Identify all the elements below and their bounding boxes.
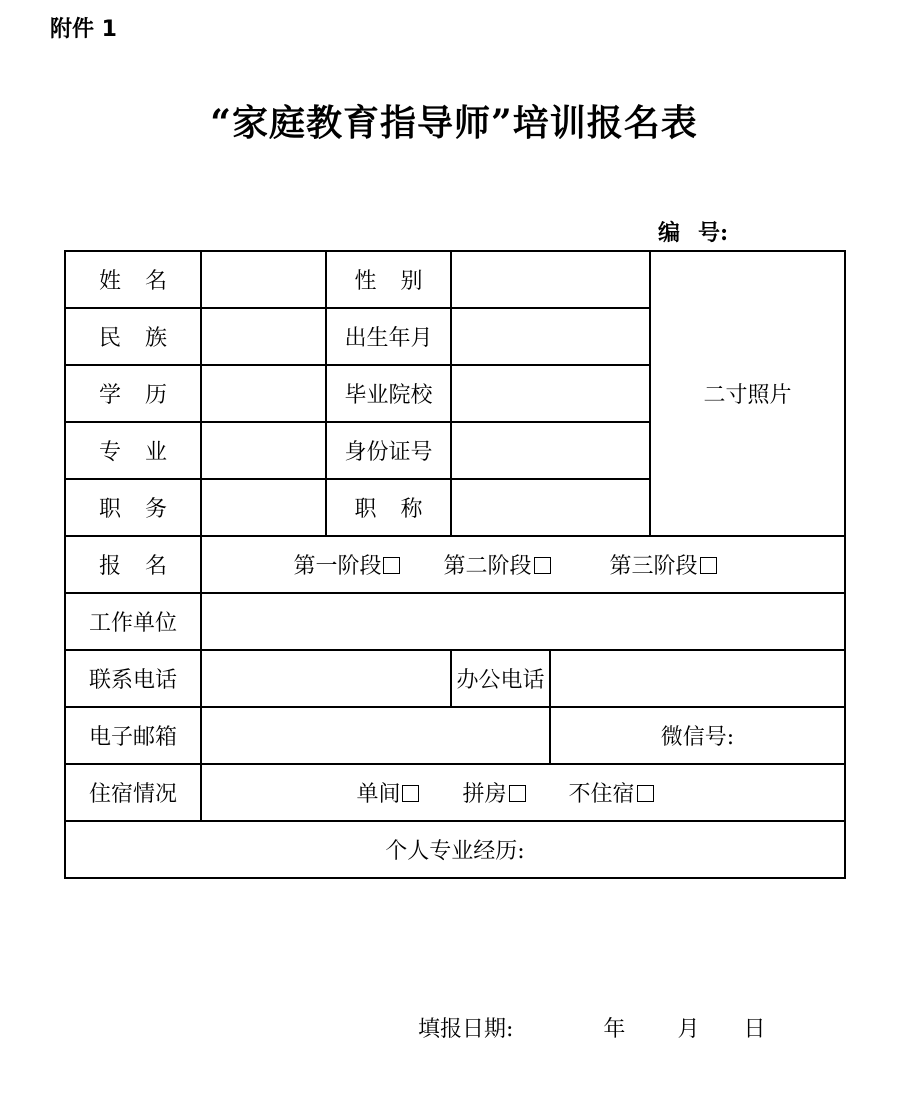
stage-option-1[interactable]: 第一阶段 [293, 549, 400, 580]
photo-placeholder[interactable]: 二寸照片 [650, 251, 845, 536]
stage-option-3[interactable]: 第三阶段 [610, 549, 717, 580]
label-id-number: 身份证号 [326, 422, 451, 479]
stage-option-2[interactable]: 第二阶段 [443, 549, 550, 580]
label-position: 职 务 [65, 479, 201, 536]
label-email: 电子邮箱 [65, 707, 201, 764]
fill-date-year: 年 [603, 1017, 626, 1042]
checkbox-icon[interactable] [383, 557, 400, 574]
serial-label-b: 号: [698, 220, 729, 246]
label-wechat[interactable]: 微信号: [550, 707, 845, 764]
input-title-rank[interactable] [451, 479, 650, 536]
label-office-phone: 办公电话 [451, 650, 550, 707]
fill-date-month: 月 [677, 1017, 700, 1042]
label-major: 专 业 [65, 422, 201, 479]
fill-date [418, 1012, 765, 1043]
label-gender: 性 别 [326, 251, 451, 308]
registration-form-table [64, 250, 846, 879]
input-email[interactable] [201, 707, 550, 764]
checkbox-icon[interactable] [637, 785, 654, 802]
input-birth[interactable] [451, 308, 650, 365]
fill-date-label: 填报日期: [418, 1017, 514, 1042]
lodging-option-none[interactable]: 不住宿 [569, 777, 654, 808]
lodging-option-single[interactable]: 单间 [356, 777, 419, 808]
checkbox-icon[interactable] [402, 785, 419, 802]
checkbox-icon[interactable] [700, 557, 717, 574]
experience-field[interactable] [65, 821, 845, 878]
input-name[interactable] [201, 251, 326, 308]
label-education: 学 历 [65, 365, 201, 422]
lodging-options [201, 764, 845, 821]
checkbox-icon[interactable] [509, 785, 526, 802]
label-school: 毕业院校 [326, 365, 451, 422]
input-office-phone[interactable] [550, 650, 845, 707]
label-register: 报 名 [65, 536, 201, 593]
lodging-option-shared[interactable]: 拼房 [462, 777, 525, 808]
serial-label-a: 编 [658, 220, 681, 246]
input-gender[interactable] [451, 251, 650, 308]
label-ethnicity: 民 族 [65, 308, 201, 365]
input-school[interactable] [451, 365, 650, 422]
serial-number-label [658, 216, 728, 247]
input-work-unit[interactable] [201, 593, 845, 650]
label-birth: 出生年月 [326, 308, 451, 365]
label-work-unit: 工作单位 [65, 593, 201, 650]
input-position[interactable] [201, 479, 326, 536]
input-contact-phone[interactable] [201, 650, 451, 707]
input-ethnicity[interactable] [201, 308, 326, 365]
page-title: “家庭教育指导师”培训报名表 [210, 102, 698, 144]
label-contact-phone: 联系电话 [65, 650, 201, 707]
input-id-number[interactable] [451, 422, 650, 479]
fill-date-day: 日 [743, 1017, 766, 1042]
input-education[interactable] [201, 365, 326, 422]
checkbox-icon[interactable] [534, 557, 551, 574]
input-major[interactable] [201, 422, 326, 479]
attachment-label: 附件 1 [50, 17, 117, 42]
label-lodging: 住宿情况 [65, 764, 201, 821]
label-name: 姓 名 [65, 251, 201, 308]
label-experience: 个人专业经历: [385, 839, 525, 864]
stage-options [201, 536, 845, 593]
label-title-rank: 职 称 [326, 479, 451, 536]
